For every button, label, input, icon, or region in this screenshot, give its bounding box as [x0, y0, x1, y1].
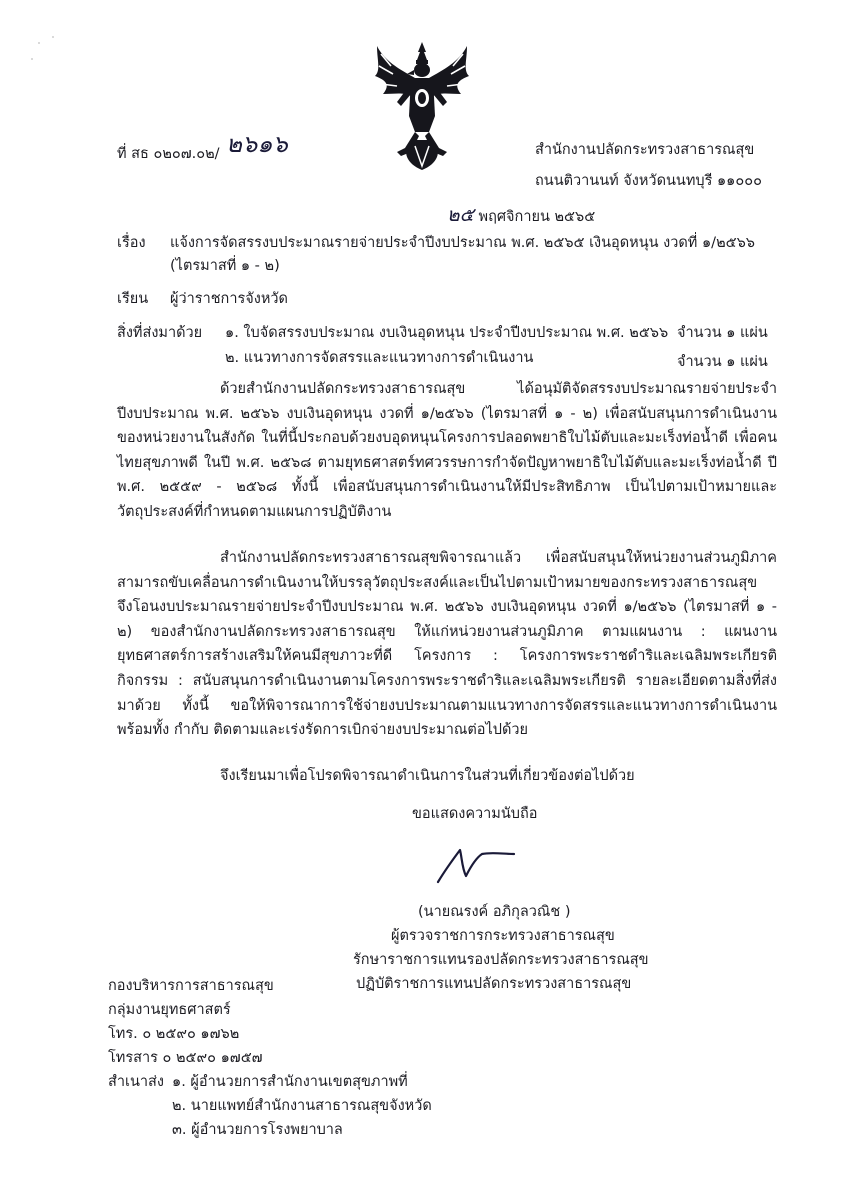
- subject-line-2: (ไตรมาสที่ ๑ - ๒): [170, 258, 280, 274]
- closing-request: จึงเรียนมาเพื่อโปรดพิจารณาดำเนินการในส่วนที่เกี่ยวข้องต่อไปด้วย: [220, 768, 635, 784]
- footer-division: กองบริหารการสาธารณสุข: [108, 978, 274, 994]
- footer-group: กลุ่มงานยุทธศาสตร์: [108, 1002, 231, 1018]
- body-paragraph-1: ด้วยสำนักงานปลัดกระทรวงสาธารณสุข ได้อนุมัติจัดสรรงบประมาณรายจ่ายประจำปีงบประมาณ พ.ศ. ๒๕๖๖ งบเงินอุดหนุน งวดที่ ๑/๒๕๖๖ (ไตรมาสที่ ๑ - ๒) เพื่อสนับสนุนการดำเนินงานของหน่วยงานในสังกัด ในที่นี้ประกอบด้วยงบอุดหนุนโครงการปลอดพยาธิใบไม้ตับและมะเร็งท่อน้ำดี เพื่อคนไทยสุขภาพดี ในปี พ.ศ. ๒๕๖๘ ตามยุทธศาสตร์ทศวรรษการกำจัดปัญหาพยาธิใบไม้ตับและมะเร็งท่อน้ำดี ปี พ.ศ. ๒๕๕๙ - ๒๕๖๘ ทั้งนี้ เพื่อสนับสนุนการดำเนินงานให้มีประสิทธิภาพ เป็นไปตามเป้าหมายและวัตถุประสงค์ที่กำหนดตามแผนการปฏิบัติงาน: [117, 381, 777, 520]
- enclosure-item-2-qty: จำนวน ๑ แผ่น: [677, 354, 768, 370]
- recipient-label: เรียน: [117, 291, 149, 307]
- cc-label: สำเนาส่ง: [108, 1074, 164, 1090]
- subject-label: เรื่อง: [117, 235, 146, 251]
- recipient-value: ผู้ว่าราชการจังหวัด: [170, 291, 288, 307]
- signer-title-2: รักษาราชการแทนรองปลัดกระทรวงสาธารณสุข: [353, 952, 649, 968]
- signer-title-3: ปฏิบัติราชการแทนปลัดกระทรวงสาธารณสุข: [356, 976, 632, 992]
- signer-title-1: ผู้ตรวจราชการกระทรวงสาธารณสุข: [391, 928, 615, 944]
- letter-date: [447, 205, 595, 228]
- body-paragraph-2: สำนักงานปลัดกระทรวงสาธารณสุขพิจารณาแล้ว เพื่อสนับสนุนให้หน่วยงานส่วนภูมิภาคสามารถขับเคลื่อนการดำเนินงานให้บรรลุวัตถุประสงค์และเป็นไปตามเป้าหมายของกระทรวงสาธารณสุข จึงโอนงบประมาณรายจ่ายประจำปีงบประมาณ พ.ศ. ๒๕๖๖ งบเงินอุดหนุน งวดที่ ๑/๒๕๖๖ (ไตรมาสที่ ๑ - ๒) ของสำนักงานปลัดกระทรวงสาธารณสุข ให้แก่หน่วยงานส่วนภูมิภาค ตามแผนงาน : แผนงานยุทธศาสตร์การสร้างเสริมให้คนมีสุขภาวะที่ดี โครงการ : โครงการพระราชดำริและเฉลิมพระเกียรติ กิจกรรม : สนับสนุนการดำเนินงานตามโครงการพระราชดำริและเฉลิมพระเกียรติ รายละเอียดตามสิ่งที่ส่งมาด้วย ทั้งนี้ ขอให้พิจารณาการใช้จ่ายงบประมาณตามแนวทางการจัดสรรและแนวทางการดำเนินงาน พร้อมทั้ง กำกับ ติดตามและเร่งรัดการเบิกจ่ายงบประมาณต่อไปด้วย: [117, 550, 777, 739]
- doc-number-handwritten: ๒๖๑๖: [226, 130, 288, 158]
- enclosure-item-2: ๒. แนวทางการจัดสรรและแนวทางการดำเนินงาน: [225, 350, 534, 366]
- salutation: ขอแสดงความนับถือ: [412, 806, 538, 822]
- date-month-year: พฤศจิกายน ๒๕๖๕: [478, 209, 596, 225]
- cc-item-3: ๓. ผู้อำนวยการโรงพยาบาล: [172, 1122, 343, 1138]
- office-address: ถนนติวานนท์ จังหวัดนนทบุรี ๑๑๐๐๐: [535, 173, 762, 189]
- cc-item-2: ๒. นายแพทย์สำนักงานสาธารณสุขจังหวัด: [172, 1098, 432, 1114]
- subject-line-1: แจ้งการจัดสรรงบประมาณรายจ่ายประจำปีงบประมาณ พ.ศ. ๒๕๖๕ เงินอุดหนุน งวดที่ ๑/๒๕๖๖: [170, 235, 756, 251]
- handwritten-signature-icon: [432, 844, 516, 886]
- doc-number-prefix: ที่ สธ ๐๒๐๗.๐๒/: [117, 146, 220, 162]
- enclosures-label: สิ่งที่ส่งมาด้วย: [117, 325, 203, 341]
- garuda-emblem-icon: [371, 40, 473, 172]
- enclosure-item-1-qty: จำนวน ๑ แผ่น: [677, 325, 768, 341]
- enclosure-item-1: ๑. ใบจัดสรรงบประมาณ งบเงินอุดหนุน ประจำปีงบประมาณ พ.ศ. ๒๕๖๖: [225, 325, 669, 341]
- office-name: สำนักงานปลัดกระทรวงสาธารณสุข: [535, 142, 755, 158]
- signer-name: (นายณรงค์ อภิกุลวณิช ): [418, 904, 571, 920]
- footer-phone: โทร. ๐ ๒๕๙๐ ๑๗๖๒: [108, 1026, 240, 1042]
- footer-fax: โทรสาร ๐ ๒๕๙๐ ๑๗๕๗: [108, 1050, 263, 1066]
- doc-number: [117, 130, 288, 165]
- date-day-handwritten: ๒๕: [447, 204, 474, 226]
- cc-item-1: ๑. ผู้อำนวยการสำนักงานเขตสุขภาพที่: [172, 1074, 408, 1090]
